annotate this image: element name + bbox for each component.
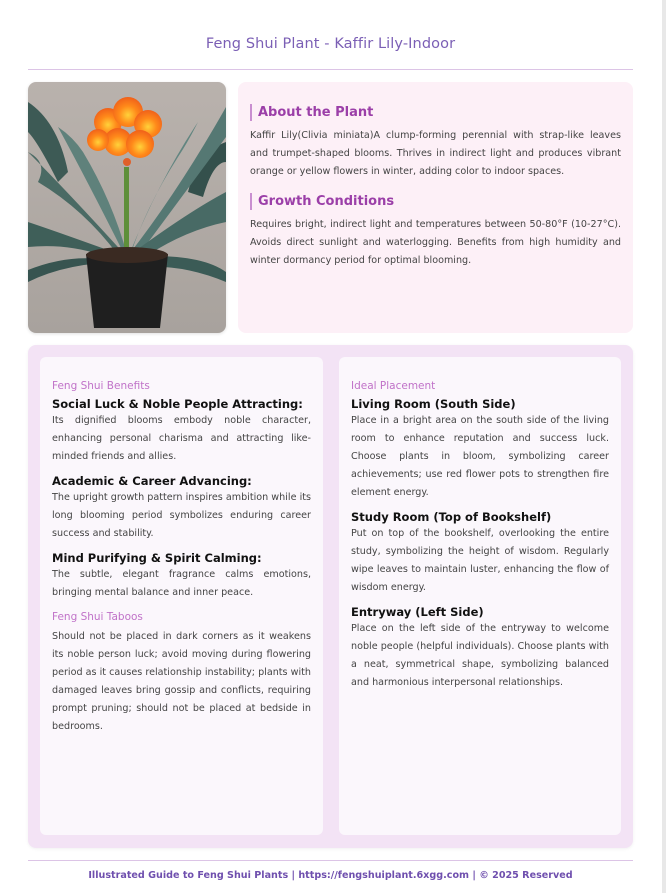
placement-text: Place on the left side of the entryway to welcome noble people (helpful individuals). Choose plants with a neat, symmetrical shape, symbolizing balanced and harmonious interpersonal relationships.	[351, 623, 609, 688]
plant-image	[28, 82, 226, 333]
about-heading: About the Plant	[250, 104, 621, 121]
feng-shui-panel	[28, 345, 633, 848]
placement-title: Study Room (Top of Bookshelf)	[351, 510, 552, 524]
benefit-text: Its dignified blooms embody noble character, enhancing personal charisma and attracting like-minded friends and allies.	[52, 415, 311, 462]
plant-info-panel	[238, 82, 633, 333]
growth-text: Requires bright, indirect light and temperatures between 50-80°F (10-27°C). Avoids direct sunlight and waterlogging. Benefits from high humidity and winter dormancy period for optimal blooming.	[250, 219, 621, 266]
benefits-heading: Feng Shui Benefits	[52, 380, 150, 392]
benefit-title: Social Luck & Noble People Attracting:	[52, 397, 303, 411]
benefits-card	[40, 357, 323, 835]
page-title: Feng Shui Plant - Kaffir Lily-Indoor	[205, 36, 456, 52]
placement-title: Entryway (Left Side)	[351, 605, 484, 619]
taboos-text: Should not be placed in dark corners as it weakens its noble person luck; avoid moving during flowering period as it causes relationship instability; plants with damaged leaves bring gossip and conflicts, requiring prompt pruning; should not be placed at bedside in bedrooms.	[52, 631, 311, 732]
placement-text: Place in a bright area on the south side of the living room to enhance reputation and success luck. Choose plants in bloom, symbolizing career achievements; use red flower pots to strengthen fire element energy.	[351, 415, 609, 498]
placement-title: Living Room (South Side)	[351, 397, 516, 411]
footer-divider	[28, 860, 633, 861]
benefit-text: The upright growth pattern inspires ambition while its long blooming period symbolizes enduring career success and stability.	[52, 492, 311, 539]
about-text: Kaffir Lily(Clivia miniata)A clump-forming perennial with strap-like leaves and trumpet-shaped blooms. Thrives in indirect light and produces vibrant orange or yellow flowers in winter, adding color to indoor spaces.	[250, 130, 621, 177]
taboos-heading: Feng Shui Taboos	[52, 611, 143, 623]
benefit-title: Academic & Career Advancing:	[52, 474, 252, 488]
benefit-text: The subtle, elegant fragrance calms emotions, bringing mental balance and inner peace.	[52, 569, 311, 598]
scrollbar[interactable]	[662, 0, 666, 893]
placement-heading: Ideal Placement	[351, 380, 436, 392]
benefit-title: Mind Purifying & Spirit Calming:	[52, 551, 262, 565]
plant-photo-icon	[28, 82, 226, 333]
placement-text: Put on top of the bookshelf, overlooking the entire study, symbolizing the height of wisdom. Regularly wipe leaves to maintain luster, enhancing the flow of wisdom energy.	[351, 528, 609, 593]
growth-heading: Growth Conditions	[250, 193, 621, 210]
footer-text: Illustrated Guide to Feng Shui Plants | https://fengshuiplant.6xgg.com | © 2025 Reserved	[88, 870, 573, 881]
header-divider	[28, 69, 633, 70]
placement-card	[339, 357, 621, 835]
